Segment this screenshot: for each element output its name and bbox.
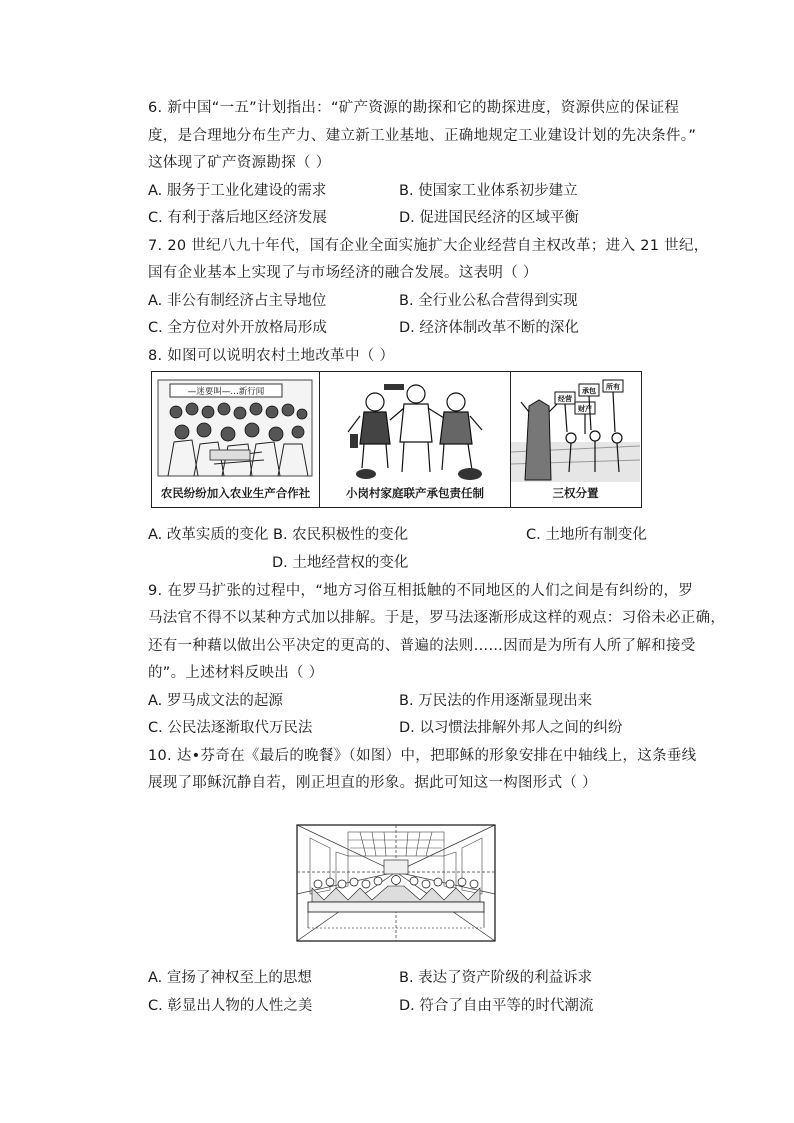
q8-figure-strip: [151, 371, 642, 508]
q7-option-b[interactable]: B. 全行业公私合营得到实现: [399, 293, 578, 309]
q10-option-a[interactable]: A. 宣扬了神权至上的思想: [148, 970, 312, 986]
q10-stem-line-2: 展现了耶稣沉静自若，刚正坦直的形象。据此可知这一构图形式（ ）: [148, 775, 597, 791]
last-supper-perspective-diagram: [296, 824, 496, 942]
q6-option-c[interactable]: C. 有利于落后地区经济发展: [148, 210, 327, 226]
q9-stem-line-3: 还有一种藉以做出公平决定的更高的、普遍的法则……因而是为所有人所了解和接受: [148, 638, 696, 654]
q9-stem-line-2: 马法官不得不以某种方式加以排解。于是，罗马法逐渐形成这样的观点：习俗未必正确，: [148, 610, 726, 626]
q9-option-d[interactable]: D. 以习惯法排解外邦人之间的纠纷: [399, 720, 623, 736]
q8-panel-household-contract: [320, 372, 511, 507]
q6-stem-line-3: 这体现了矿产资源勘探（ ）: [148, 155, 331, 171]
three-rights-sign-2: 所有: [606, 383, 620, 391]
q8-option-a-b[interactable]: A. 改革实质的变化 B. 农民积极性的变化: [148, 527, 409, 543]
q9-option-a[interactable]: A. 罗马成文法的起源: [148, 693, 283, 709]
q7-stem-line-1: 7. 20 世纪八九十年代，国有企业全面实施扩大企业经营自主权改革；进入 21 世纪，: [148, 238, 709, 254]
q9-option-b[interactable]: B. 万民法的作用逐渐显现出来: [399, 693, 593, 709]
q6-stem-line-1: 6. 新中国“一五”计划指出：“矿产资源的勘探和它的勘探进度，资源供应的保证程: [148, 100, 680, 116]
q8-panel1-caption: 农民纷纷加入农业生产合作社: [160, 486, 311, 500]
last-supper-figure: [296, 824, 496, 942]
q6-option-d[interactable]: D. 促进国民经济的区域平衡: [399, 210, 579, 226]
cooperative-sign-text: —迷要叫—…新行闻: [187, 387, 265, 397]
q10-stem-line-1: 10. 达•芬奇在《最后的晚餐》（如图）中，把耶稣的形象安排在中轴线上，这条垂线: [148, 748, 697, 764]
q8-option-c[interactable]: C. 土地所有制变化: [526, 527, 647, 543]
q7-stem-line-2: 国有企业基本上实现了与市场经济的融合发展。这表明（ ）: [148, 265, 538, 281]
three-rights-sign-1: 承包: [582, 387, 596, 395]
q10-option-b[interactable]: B. 表达了资产阶级的利益诉求: [399, 970, 593, 986]
q6-option-a[interactable]: A. 服务于工业化建设的需求: [148, 183, 327, 199]
q8-panel-cooperative: [152, 372, 320, 507]
q8-stem-line-1: 8. 如图可以说明农村土地改革中（ ）: [148, 348, 395, 364]
q8-panel2-caption: 小岗村家庭联产承包责任制: [346, 486, 484, 500]
q9-stem-line-4: 的”。上述材料反映出（ ）: [148, 665, 324, 681]
three-rights-sign-3: 财产: [578, 405, 592, 413]
q8-option-d[interactable]: D. 土地经营权的变化: [272, 555, 409, 571]
q7-option-c[interactable]: C. 全方位对外开放格局形成: [148, 320, 327, 336]
q8-panel3-caption: 三权分置: [552, 486, 599, 500]
three-rights-sign-0: 经营: [558, 395, 572, 403]
q9-option-c[interactable]: C. 公民法逐渐取代万民法: [148, 720, 313, 736]
q8-panel-three-rights: [511, 372, 640, 507]
q10-option-d[interactable]: D. 符合了自由平等的时代潮流: [399, 998, 594, 1014]
q7-option-a[interactable]: A. 非公有制经济占主导地位: [148, 293, 327, 309]
q7-option-d[interactable]: D. 经济体制改革不断的深化: [399, 320, 579, 336]
q6-stem-line-2: 度，是合理地分布生产力、建立新工业基地、正确地规定工业建设计划的先决条件。”: [148, 128, 697, 144]
q9-stem-line-1: 9. 在罗马扩张的过程中，“地方习俗互相抵触的不同地区的人们之间是有纠纷的，罗: [148, 583, 694, 599]
q6-option-b[interactable]: B. 使国家工业体系初步建立: [399, 183, 578, 199]
q10-option-c[interactable]: C. 彰显出人物的人性之美: [148, 998, 313, 1014]
